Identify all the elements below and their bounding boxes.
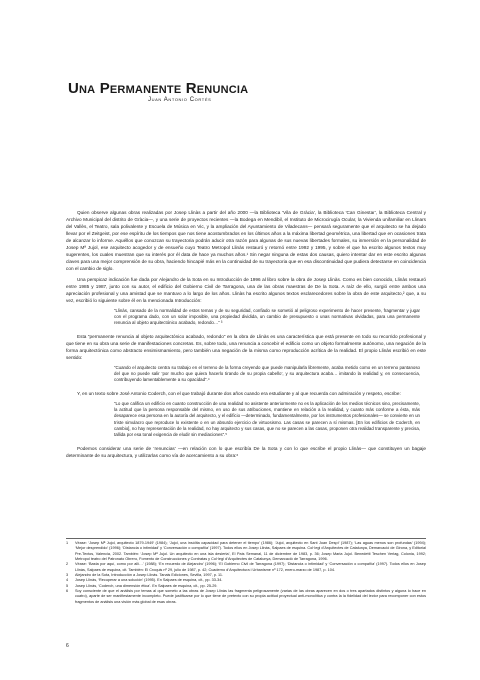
footnote [66, 541, 426, 562]
body-paragraph: Podemos considerar una serie de ‘renuncias’ —en relación con lo que escribía De la Sota y con lo que escribe el propio Llinàs— que constituyen un bagaje determinante de su arquitectura, y utilizarlas como vía de acercamiento a su obra:⁶ [66, 445, 426, 458]
block-quote: “Lo que califica un edificio en cuanto construcción de una realidad no asistente anteriormente no es la aplicación de los medios técnicos sino, precisamente, la actitud que la persona responsable del mismo, en uso de sus atribuciones, mantiene en relación a la realidad, y cuanto más conforme a ésta, más desaparece esa persona en la autoría del arquitecto, y el edificio —determinado, fundamentalmente, por los instrumentos profesionales— se convierte en un triste simulacro que reproduce lo existente o en un absurdo ejercicio de virtuosismo. Las casas se parecen a sí mismas. [En los edificios de Coderch, en cambio], no hay representación de la realidad, no hay arquitecto y sus casas, que no se parecen a las casas, proponen otra realidad transparente y precisa, tallida por esa tonal exigencia de eludir sin mediaciones”.⁵ [114, 400, 420, 438]
footnote-number: 5 [66, 583, 69, 588]
footnote-number: 6 [66, 589, 69, 594]
footnote-text: Josep Llinàs, ‘Coderch, una dimensión ética’. En Salpaes de esquina, cit., pp. 25-29. [75, 583, 218, 588]
footnote-number: 2 [66, 562, 69, 567]
footnotes-list [66, 541, 426, 605]
article-author: Juan Antonio Cortés [148, 97, 212, 103]
footnote [66, 589, 426, 605]
block-quote: “Cuando el arquitecto centra su trabajo en el terreno de la forma creyendo que puede manipularla libremente, acaba metido como en un terreno pantanoso del que no puede salir ‘por mucho que quiera hacerlo tirando de su propia cabello’, y su arquitectura acaba… imitando la realidad y, en consecuencia, contribuyendo lamentablemente a su opacidad”.⁴ [114, 364, 420, 383]
body-paragraph: Quien observe algunas obras realizadas por Josep Llinàs a partir del año 2000 —la Biblioteca 'Vila de Gràcia', la Biblioteca 'Can Ginestar', la Biblioteca Central y Archivo Municipal del distrito de Gràcia—, y una serie de proyectos recientes —la Bodega en Mendibil, el Instituto de Microcirugía Ocular, la Vivienda unifamiliar en Llinars del Vallès, el Teatro, sala polivalente y Escuela de Música en Vic, y la ampliación del Ayuntamiento de Viladecans— pensará seguramente que el arquitecto se ha dejado llevar por el Zeitgeist, por ese espíritu de los tiempos que nos tiene acostumbrados en los últimos años a la máxima libertad geométrica, una libertad que en ocasiones trata de alcanzar lo informe. Aquéllos que conozcan su trayectoria podrán aducir otra razón para algunas de sus nuevas libertades formales, su inmersión en la personalidad de Josep Mª Jujol, ese arquitecto acogedor y de ensueño cuyo Teatro Metropol Llinàs restauró y retornó entre 1992 y 1995, y sobre el que ha escrito algunos textos muy sugerentes, los cuales muestran que su interés por él data de hace ya muchos años.¹ Sin negar ninguna de estas dos causas, quiero intentar dar en este escrito algunas claves para una mejor comprensión de su obra, haciendo hincapié más en la continuidad de su trayectoria que en esa discontinuidad que pudiera detectarse en coincidencia con el cambio de siglo. [66, 210, 426, 272]
footnote-divider [66, 538, 426, 539]
footnote [66, 562, 426, 573]
article-title: Una Permanente Renuncia [68, 80, 249, 97]
footnote-number: 1 [66, 541, 69, 545]
article-body [66, 209, 426, 462]
footnote-text: Véase: ‘Basta por aquí, como por allí…’ (1988); ‘En recuerdo de Alejandro’ (1996); ‘El Gobierno Civil de Tarragona (1997); ‘Distancia o intimidad’ y ‘Conversación o compañía’ (1997). Todos ellos en Josep Llinàs, Salpaes de esquina, cit. También: El Croquis nº 29, julio de 1987, p. 42; Cuaderno d’Arquitectura i Urbanisme nº 172, enero-marzo de 1987, p. 104. [75, 562, 426, 572]
block-quote: “Llinàs, cansado de la normalidad de estos temas y de su seguridad, confiado se sometió al peligroso experimento de hacer presente, fragmentar y jugar con el programa dado, con un solar imposible, una propiedad dividida, un cambio de presupuesto o unas normativas olvidadas, para una permanente renuncia al objeto arquitectónico acabado, redondo…” ³ [114, 307, 420, 326]
body-paragraph: Una perspicaz indicación fue dada por Alejandro de la Sota en su Introducción de 1996 al libro sobre la obra de Josep Llinàs. Como es bien conocido, Llinàs restauró entre 1985 y 1987, junto con su autor, el edificio del Gobierno Civil de Tarragona, una de las obras maestras de De la Sota. A raíz de ello, surgió entre ambos una apreciación profesional y una amistad que se mantuvo a lo largo de los años. Llinàs ha escrito algunos textos esclarecedores sobre la obra de este arquitecto,² que, a su vez, escribió lo siguiente sobre él en la mencionada Introducción: [66, 276, 426, 303]
footnote-text: Soy consciente de que el análisis por temas al que someto a las obras de Josep Llinàs las fragmenta peligrosamente (varias de las obras aparecen en dos o tres apartados distintos y alguna lo hace en cuatro), aparte de ser manifiestamente incompleto. Puede justificarse por lo que tiene de pretexto con su propia actitud proyectual anti-monolítica y contra la la fidelidad del lector para recomponer con estos fragmentos de análisis una visión más global de esas obras. [75, 589, 426, 604]
footnote-text: Véase: ‘Josep Mª Jujol, arquitecto 1879-1949’ (1984); ‘Jujol, una insólita capacidad para detener el tiempo’ (1986); ‘Jujol, arquitecto en Sant Joan Despí’ (1987); ‘Las aguas menos son profundas’ (1994); ‘Mejor desprendido’ (1996); ‘Distancia o intimidad’ y ‘Conversación o compañía’ (1997). Todos ellos en Josep Llinàs, Salpaes de esquina. Col·legi d’Arquitectes de Catalunya, Demarcació de Girona, y Editorial Pre-Textos, Valencia, 2002. También: ‘Josep Mª Jujol. Un arquitecto en una isla desierta’, El País Semanal, 11 de diciembre de 1983, p. 36; Josep Maria Jujol. Benedetti Teschen Verlag, Colonia, 1992; Metropol teatro del Patronato Obrero, Fomento de Construcciones y Contratas y Col·legi d’Arquitectes de Catalunya, Demarcació de Tarragona, 1996. [75, 541, 426, 562]
footnote-number: 3 [66, 573, 69, 578]
footnote-number: 4 [66, 578, 69, 583]
footnote-text: Josep Llinàs, ‘Recuperar a una solución’ (1995). En Salpaes de esquina, cit., pp. 33-34. [75, 578, 223, 583]
body-paragraph: Y, en un texto sobre José Antonio Coderch, con el que trabajó durante dos años cuando era estudiante y al que recuerda con admiración y respeto, escribe: [77, 390, 401, 396]
footnote-text: Alejandro de la Sota, Introducción a Josep Llinàs. Tanais Ediciones, Sevilla, 1997, p. 11. [75, 573, 224, 578]
page-number: 6 [66, 643, 69, 649]
body-paragraph: Esta “permanente renuncia al objeto arquitectónico acabado, redondo” en la obra de Llinàs es una característica que está presente en todo su recorrido profesional y que tiene en su obra una serie de manifestaciones concretas. Es, sobre todo, una renuncia a concebir el edificio como un objeto formalmente autónomo, una negación de la forma arquitectónica como abstracto ensimismamiento, pero también una negación de la misma como reproducción acrítica de la realidad. El propio Llinàs escribió en este sentido: [66, 333, 426, 360]
